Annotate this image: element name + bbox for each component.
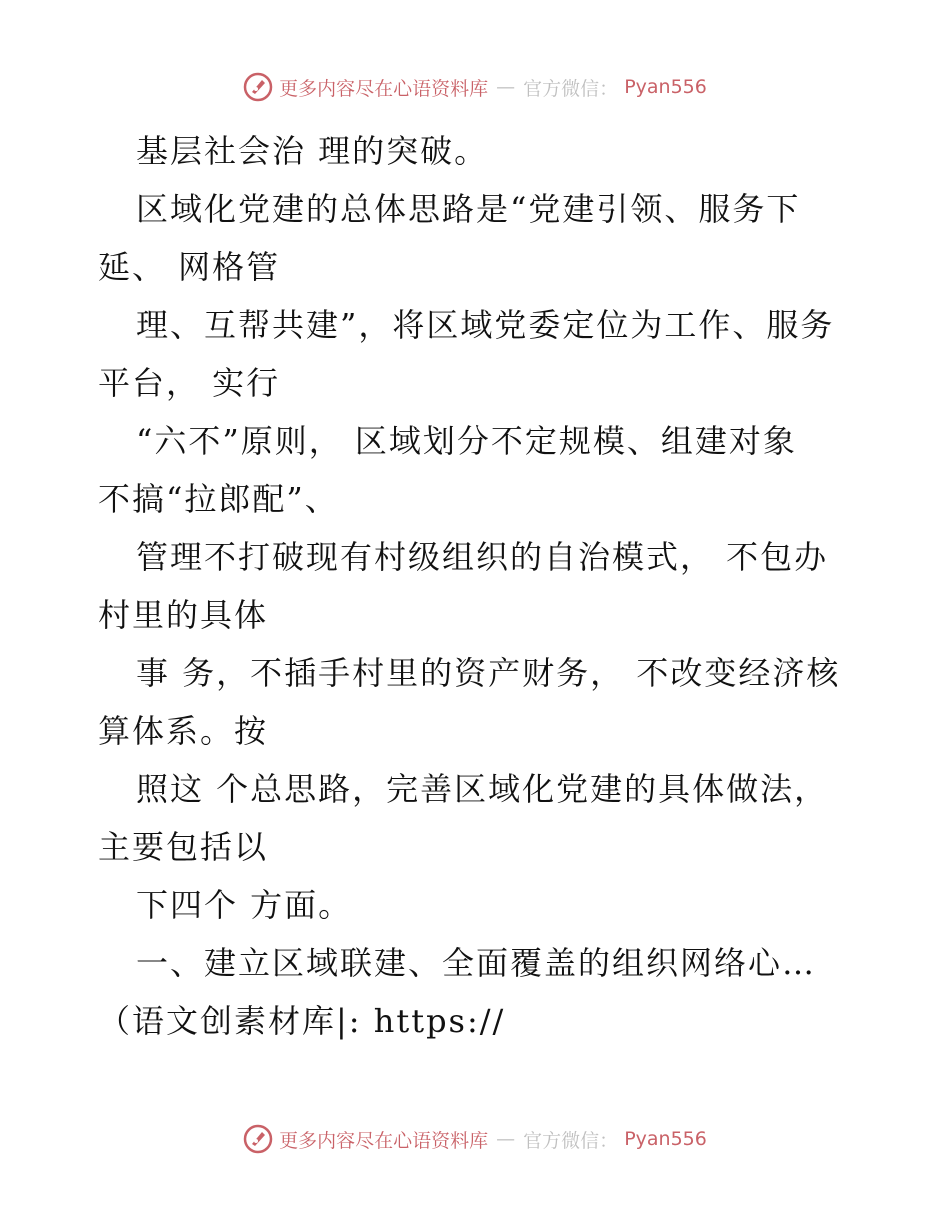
text-line: 不搞“拉郎配”、: [98, 480, 339, 518]
text-line: 村里的具体: [98, 596, 269, 634]
watermark-wechat-id: Pyan556: [624, 1128, 707, 1150]
watermark-label: 官方微信：: [523, 77, 619, 100]
text-line: 算体系。按: [98, 712, 269, 750]
text-line: （语文创素材库|: https://: [98, 1002, 506, 1040]
footer-watermark: [0, 1124, 950, 1154]
watermark-logo-icon: [243, 1124, 273, 1154]
text-line: 理、互帮共建”，将区域党委定位为工作、服务: [136, 306, 835, 344]
text-line: 一、建立区域联建、全面覆盖的组织网络心…: [136, 944, 817, 982]
text-line: 主要包括以: [98, 828, 269, 866]
text-line: 平台， 实行: [98, 364, 281, 402]
text-line: 延、 网格管: [98, 248, 281, 286]
text-line: 基层社会治 理的突破。: [136, 132, 489, 170]
header-watermark: [0, 72, 950, 102]
watermark-wechat-id: Pyan556: [624, 76, 707, 98]
watermark-label: 官方微信：: [523, 1129, 619, 1152]
text-line: 下四个 方面。: [136, 886, 353, 924]
text-line: 区域化党建的总体思路是“党建引领、服务下: [136, 190, 801, 228]
text-line: “六不”原则， 区域划分不定规模、组建对象: [136, 422, 797, 460]
watermark-text: 更多内容尽在心语资料库: [279, 1129, 489, 1152]
document-body: [98, 122, 858, 1050]
watermark-separator: —: [496, 1128, 516, 1150]
text-line: 管理不打破现有村级组织的自治模式， 不包办: [136, 538, 829, 576]
watermark-logo-icon: [243, 72, 273, 102]
text-line: 照这 个总思路，完善区域化党建的具体做法，: [136, 770, 829, 808]
watermark-text: 更多内容尽在心语资料库: [279, 77, 489, 100]
watermark-separator: —: [496, 76, 516, 98]
text-line: 事 务，不插手村里的资产财务， 不改变经济核: [136, 654, 841, 692]
